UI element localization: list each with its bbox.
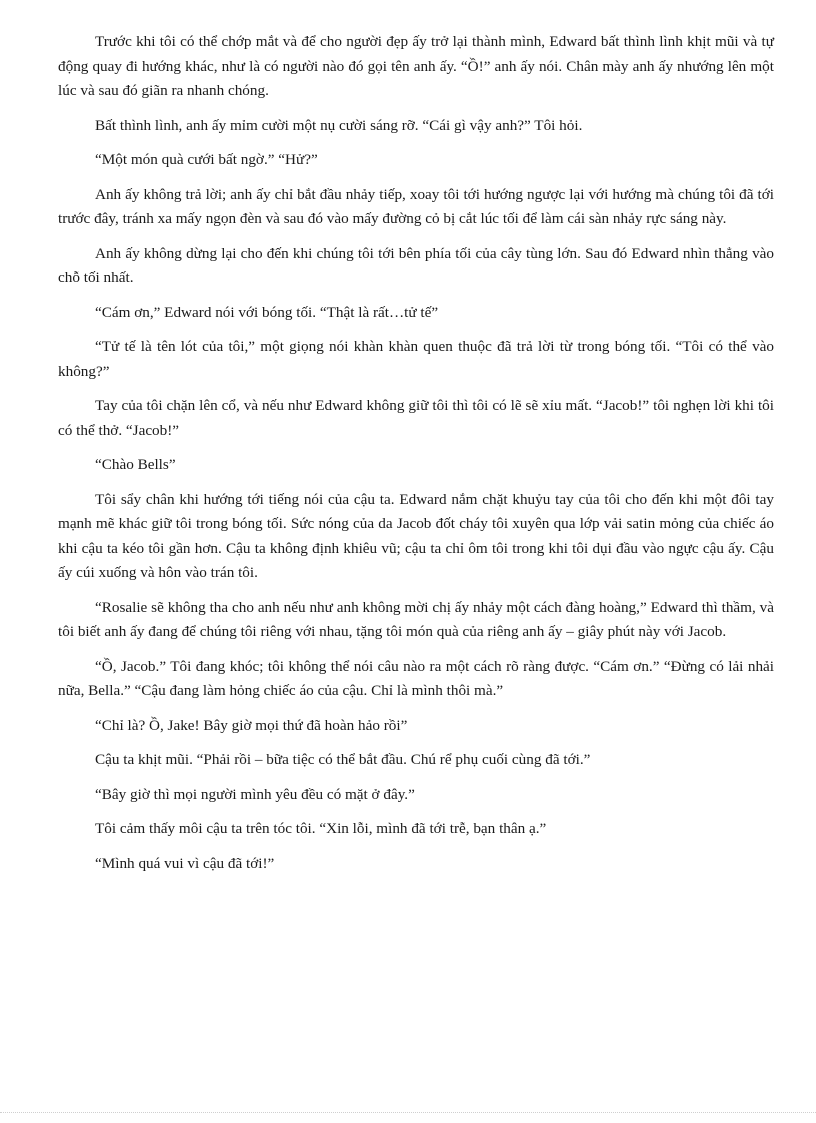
paragraph: Anh ấy không trả lời; anh ấy chỉ bắt đầu nhảy tiếp, xoay tôi tới hướng ngược lại với hướng mà chúng tôi đã tới trước đây, tránh xa mấy ngọn đèn và sau đó vào mấy đường cỏ bị cắt lúc tối để làm cái sàn nhảy rực sáng này. xyxy=(58,185,774,227)
paragraph: “Tử tế là tên lót của tôi,” một giọng nói khàn khàn quen thuộc đã trả lời từ trong bóng tối. “Tôi có thể vào không?” xyxy=(58,338,774,380)
paragraph: Tôi cảm thấy môi cậu ta trên tóc tôi. “Xin lỗi, mình đã tới trễ, bạn thân ạ.” xyxy=(95,820,547,837)
paragraph: “Chào Bells” xyxy=(95,456,176,473)
paragraph: “Rosalie sẽ không tha cho anh nếu như anh không mời chị ấy nhảy một cách đàng hoàng,” Edward thì thầm, và tôi biết anh ấy đang để chúng tôi riêng với nhau, tặng tôi món quà của riêng anh ấy – giây phút này với Jacob. xyxy=(58,598,774,640)
paragraph: Tay của tôi chặn lên cổ, và nếu như Edward không giữ tôi thì tôi có lẽ sẽ xỉu mất. “Jacob!” tôi nghẹn lời khi tôi có thể thở. “Jacob!” xyxy=(58,397,774,439)
paragraph: Tôi sẩy chân khi hướng tới tiếng nói của cậu ta. Edward nắm chặt khuỷu tay của tôi cho đến khi một đôi tay mạnh mẽ khác giữ tôi trong bóng tối. Sức nóng của da Jacob đốt cháy tôi xuyên qua lớp vải satin mỏng của chiếc áo khi cậu ta kéo tôi gần hơn. Cậu ta không định khiêu vũ; cậu ta chỉ ôm tôi trong khi tôi dụi đầu vào ngực cậu ấy. Cậu ấy cúi xuống và hôn vào trán tôi. xyxy=(58,490,774,581)
paragraph: “Một món quà cưới bất ngờ.” “Hử?” xyxy=(95,151,318,168)
paragraph: Bất thình lình, anh ấy mỉm cười một nụ cười sáng rỡ. “Cái gì vậy anh?” Tôi hỏi. xyxy=(95,116,583,134)
paragraph: “Chỉ là? Ồ, Jake! Bây giờ mọi thứ đã hoàn hảo rồi” xyxy=(95,716,408,734)
paragraph: “Mình quá vui vì cậu đã tới!” xyxy=(95,854,275,872)
paragraph: “Bây giờ thì mọi người mình yêu đều có mặt ở đây.” xyxy=(95,785,415,803)
paragraph: Cậu ta khịt mũi. “Phải rồi – bữa tiệc có thể bắt đầu. Chú rể phụ cuối cùng đã tới.” xyxy=(95,751,591,768)
paragraph: Trước khi tôi có thể chớp mắt và để cho người đẹp ấy trở lại thành mình, Edward bất thình lình khịt mũi và tự động quay đi hướng khác, như là có người nào đó gọi tên anh ấy. “Ồ!” anh ấy nói. Chân mày anh ấy nhướng lên một lúc và sau đó giãn ra nhanh chóng. xyxy=(58,33,774,99)
page-bottom-divider xyxy=(0,1112,816,1113)
paragraph: “Cám ơn,” Edward nói với bóng tối. “Thật là rất…tử tế” xyxy=(95,303,439,321)
paragraph: “Ồ, Jacob.” Tôi đang khóc; tôi không thể nói câu nào ra một cách rõ ràng được. “Cám ơn.” “Đừng có lải nhải nữa, Bella.” “Cậu đang làm hỏng chiếc áo của cậu. Chỉ là mình thôi mà.” xyxy=(58,657,774,699)
document-page xyxy=(58,30,774,886)
paragraph: Anh ấy không dừng lại cho đến khi chúng tôi tới bên phía tối của cây tùng lớn. Sau đó Edward nhìn thẳng vào chỗ tối nhất. xyxy=(58,244,774,286)
